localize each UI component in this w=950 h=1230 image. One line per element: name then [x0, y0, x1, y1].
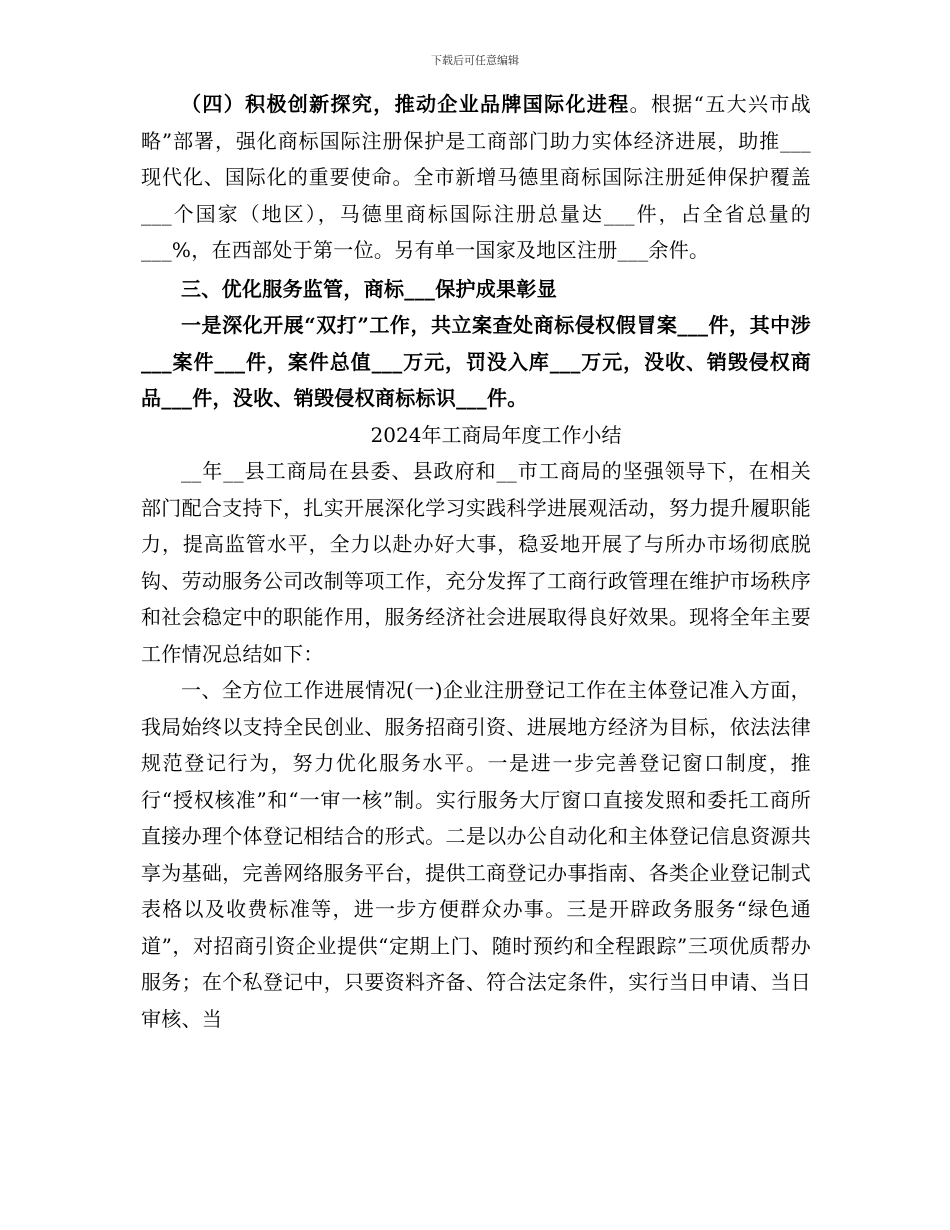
report-intro: __年__县工商局在县委、县政府和__市工商局的坚强领导下，在相关部门配合支持下，扎实开展深化学习实践科学进展观活动，努力提升履职能力，提高监管水平，全力以赴办好大事，稳妥地开展了与所办市场彻底脱钩、劳动服务公司改制等项工作，充分发挥了工商行政管理在维护市场秩序和社会稳定中的职能作用，服务经济社会进展取得良好效果。现将全年主要工作情况总结如下： [141, 459, 811, 666]
section4-lead: （四）积极创新探究，推动企业品牌国际化进程 [181, 92, 630, 116]
document-body [141, 86, 811, 1037]
section3-point1: 一是深化开展“双打”工作，共立案查处商标侵权假冒案___件，其中涉___案件___件，案件总值___万元，罚没入库___万元，没收、销毁侵权商品___件，没收、销毁侵权商标标识___件。 [141, 313, 811, 410]
section4-paragraph [141, 86, 811, 269]
report-part1: 一、全方位工作进展情况(一)企业注册登记工作在主体登记准入方面，我局始终以支持全民创业、服务招商引资、进展地方经济为目标，依法法律规范登记行为，努力优化服务水平。一是进一步完善登记窗口制度，推行“授权核准”和“一审一核”制。实行服务大厅窗口直接发照和委托工商所直接办理个体登记相结合的形式。二是以办公自动化和主体登记信息资源共享为基础，完善网络服务平台，提供工商登记办事指南、各类企业登记制式表格以及收费标准等，进一步方便群众办事。三是开辟政务服务“绿色通道”，对招商引资企业提供“定期上门、随时预约和全程跟踪”三项优质帮办服务；在个私登记中，只要资料齐备、符合法定条件，实行当日申请、当日审核、当 [141, 678, 811, 1031]
page-header: 下载后可任意编辑 [431, 54, 519, 67]
section4-body: 。根据“五大兴市战略”部署，强化商标国际注册保护是工商部门助力实体经济进展，助推___现代化、国际化的重要使命。全市新增马德里商标国际注册延伸保护覆盖___个国家（地区），马德里商标国际注册总量达___件，占全省总量的___%，在西部处于第一位。另有单一国家及地区注册___余件。 [141, 92, 811, 262]
report-title: 2024年工商局年度工作小结 [370, 422, 622, 447]
section3-heading: 三、优化服务监管，商标___保护成果彰显 [181, 276, 557, 301]
